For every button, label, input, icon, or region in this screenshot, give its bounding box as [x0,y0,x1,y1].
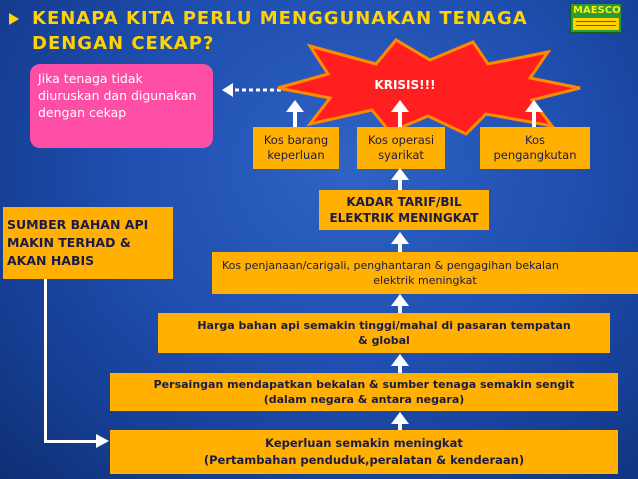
arrow-to-cost-goods [293,111,297,127]
arrow-head-icon [391,232,409,244]
condition-note-box: Jika tenaga tidak diuruskan dan digunakan dengan cekap [30,64,213,148]
cost-transport-line2: pengangkutan [493,148,577,162]
arrow-head-icon [391,412,409,424]
source-line1: SUMBER BAHAN API [7,217,149,232]
arrow-to-cost-transport [532,111,536,127]
step-box-demand [110,430,618,474]
step4-line1: Keperluan semakin meningkat [265,436,463,450]
step-box-fuel-price [158,313,610,353]
source-connector-vertical [44,279,47,442]
arrow-head-icon [286,100,304,112]
source-line3: AKAN HABIS [7,253,95,268]
slide-title: KENAPA KITA PERLU MENGGUNAKAN TENAGA DENGAN CEKAP? [32,8,528,54]
step1-line2: elektrik meningkat [373,274,477,287]
source-connector-horizontal [44,440,100,443]
step1-line1: Kos penjanaan/carigali, penghantaran & pengagihan bekalan [222,259,559,272]
crisis-label: KRISIS!!! [374,78,436,92]
tariff-line2: ELEKTRIK MENINGKAT [329,211,479,225]
step3-line1: Persaingan mendapatkan bekalan & sumber tenaga semakin sengit [153,378,575,391]
tariff-line1: KADAR TARIF/BIL [346,195,462,209]
cost-box-goods [253,127,339,169]
cost-transport-line1: Kos [525,133,545,147]
step2-line2: & global [358,334,410,347]
step-box-generation-cost [212,252,638,294]
tariff-box [319,190,489,230]
maesco-logo [570,3,622,33]
arrow-head-icon [391,168,409,180]
cost-goods-line2: keperluan [267,148,325,162]
cost-box-operations [357,127,445,169]
logo-tagline-graphic [573,18,619,30]
cost-operations-line2: syarikat [378,148,424,162]
step-box-competition [110,373,618,411]
step3-line2: (dalam negara & antara negara) [263,393,465,406]
right-arrow-icon [96,434,110,449]
cost-box-transport [480,127,590,169]
fuel-source-box [3,207,173,279]
step2-line1: Harga bahan api semakin tinggi/mahal di pasaran tempatan [197,319,571,332]
cost-operations-line1: Kos operasi [367,133,435,147]
arrow-head-icon [391,354,409,366]
step4-line2: (Pertambahan penduduk,peralatan & kenderaan) [203,453,525,467]
cost-goods-line1: Kos barang [263,133,329,147]
arrow-to-cost-operations [398,111,402,127]
arrow-head-icon [391,100,409,112]
title-bullet-icon [9,13,19,25]
arrow-head-icon [391,294,409,306]
arrow-head-icon [525,100,543,112]
logo-name: MAESCO [573,5,621,16]
source-line2: MAKIN TERHAD & [7,235,131,250]
